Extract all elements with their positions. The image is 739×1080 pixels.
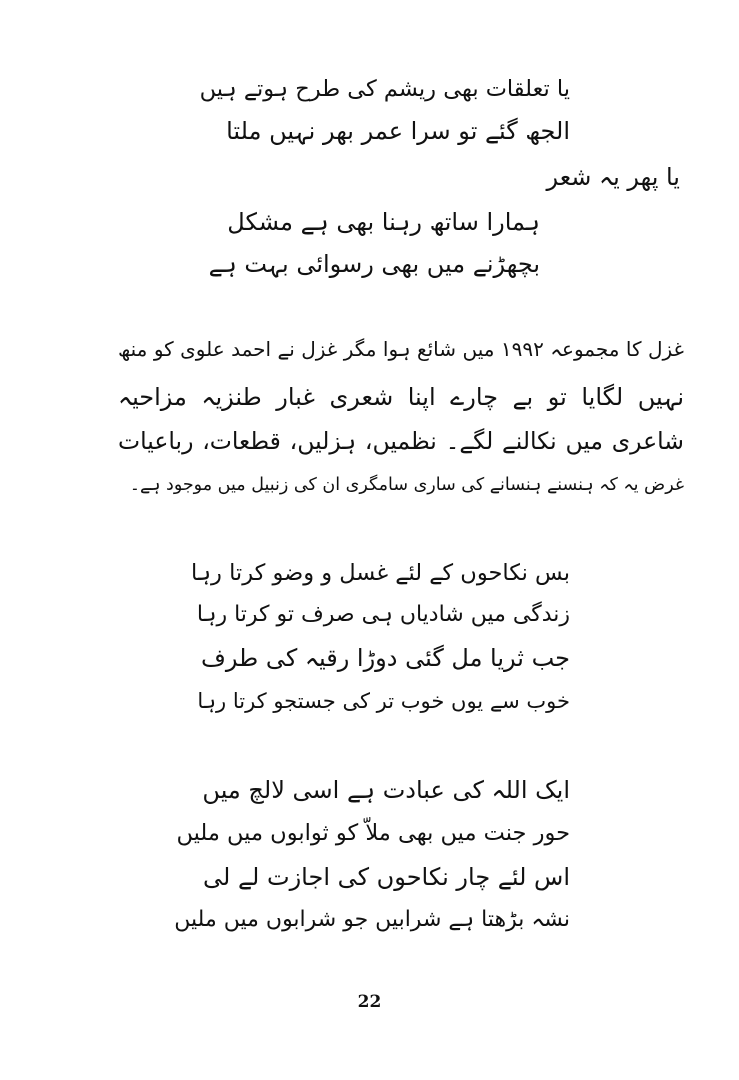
- stanza-1-line-4: خوب سے یوں خوب تر کی جستجو کرتا رہا: [197, 689, 570, 713]
- paragraph-line-2: نہیں لگایا تو بے چارے اپنا شعری غبار طنزیہ مزاحیہ: [118, 383, 684, 411]
- couplet-1-line-2: الجھ گئے تو سرا عمر بھر نہیں ملتا: [226, 117, 570, 145]
- stanza-1-line-3: جب ثریا مل گئی دوڑا رقیہ کی طرف: [201, 644, 570, 672]
- stanza-2-line-3: اس لئے چار نکاحوں کی اجازت لے لی: [203, 863, 570, 891]
- couplet-2-line-2: بچھڑنے میں بھی رسوائی بہت ہے: [208, 250, 540, 278]
- stanza-1-line-1: بس نکاحوں کے لئے غسل و وضو کرتا رہا: [191, 560, 570, 586]
- couplet-2-line-1: ہمارا ساتھ رہنا بھی ہے مشکل: [227, 208, 540, 236]
- stanza-2-line-1: ایک اللہ کی عبادت ہے اسی لالچ میں: [202, 776, 570, 804]
- paragraph-line-1: غزل کا مجموعہ ۱۹۹۲ میں شائع ہوا مگر غزل نے احمد علوی کو منھ: [118, 337, 684, 361]
- intro-line: یا پھر یہ شعر: [546, 163, 680, 191]
- couplet-1-line-1: یا تعلقات بھی ریشم کی طرح ہوتے ہیں: [200, 76, 570, 102]
- paragraph-line-3: شاعری میں نکالنے لگے۔ نظمیں، ہزلیں، قطعات، رباعیات: [118, 427, 684, 455]
- stanza-2-line-4: نشہ بڑھتا ہے شرابیں جو شرابوں میں ملیں: [174, 907, 570, 932]
- stanza-1-line-2: زندگی میں شادیاں ہی صرف تو کرتا رہا: [196, 602, 570, 627]
- stanza-2-line-2: حور جنت میں بھی ملاّ کو ثوابوں میں ملیں: [176, 820, 570, 846]
- paragraph-line-4: غرض یہ کہ ہنسنے ہنسانے کی ساری سامگری ان کی زنبیل میں موجود ہے۔: [129, 475, 684, 495]
- page-number: 22: [357, 992, 382, 1012]
